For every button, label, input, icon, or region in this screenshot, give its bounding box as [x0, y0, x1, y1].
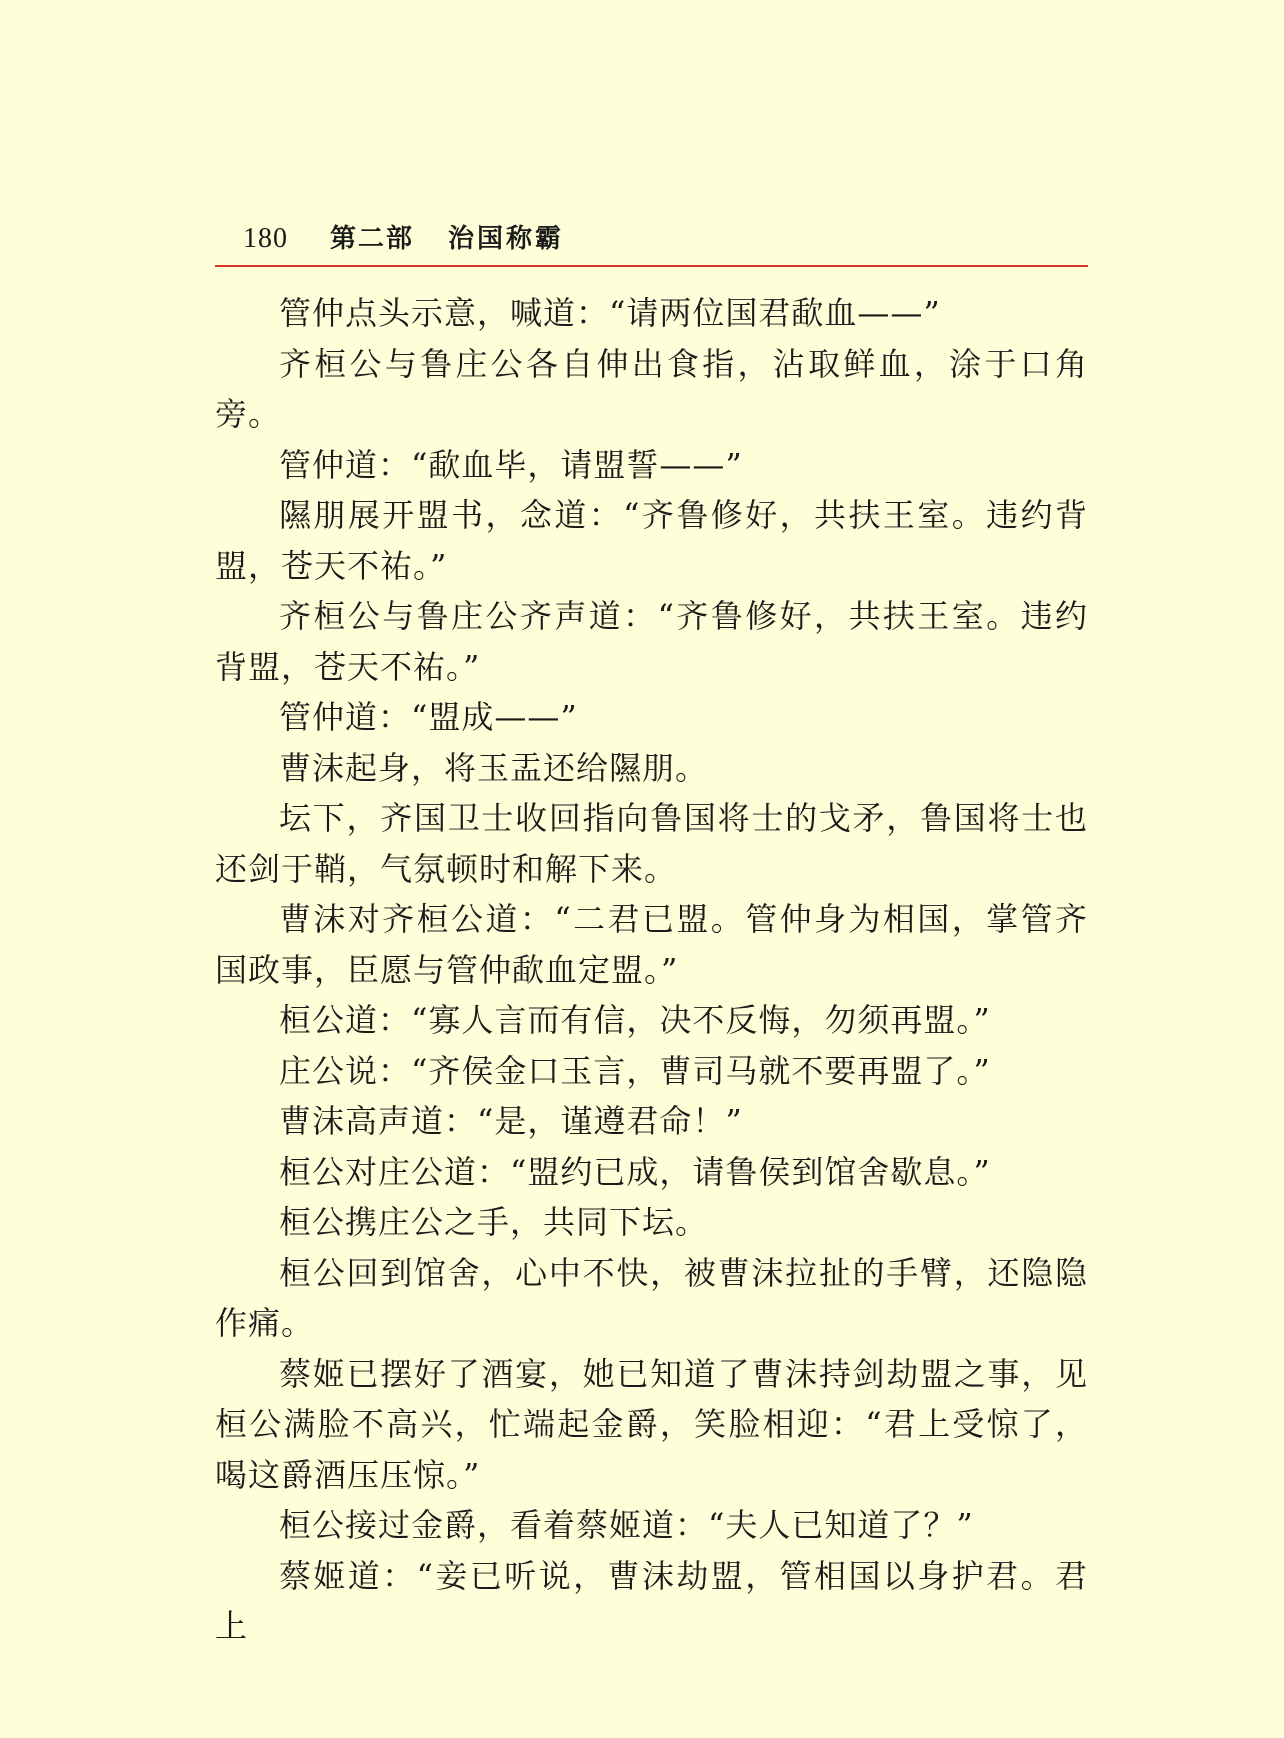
part-label: 第二部 [330, 224, 415, 254]
paragraph: 桓公携庄公之手，共同下坛。 [279, 1203, 709, 1241]
paragraph: 桓公道：“寡人言而有信，决不反悔，勿须再盟。” [279, 1001, 991, 1039]
paragraph: 坛下，齐国卫士收回指向鲁国将士的戈矛，鲁国将士也还剑于鞘，气氛顿时和解下来。 [215, 799, 1088, 888]
paragraph: 桓公对庄公道：“盟约已成，请鲁侯到馆舍歇息。” [279, 1152, 991, 1191]
paragraph: 齐桓公与鲁庄公各自伸出食指，沾取鲜血，涂于口角旁。 [215, 344, 1088, 433]
paragraph: 曹沫对齐桓公道：“二君已盟。管仲身为相国，掌管齐国政事，臣愿与管仲歃血定盟。” [215, 900, 1088, 989]
paragraph: 桓公回到馆舍，心中不快，被曹沫拉扯的手臂，还隐隐作痛。 [215, 1253, 1088, 1342]
paragraph: 曹沫起身，将玉盂还给隰朋。 [279, 748, 709, 787]
paragraph: 桓公接过金爵，看着蔡姬道：“夫人已知道了？” [279, 1506, 974, 1544]
paragraph: 齐桓公与鲁庄公齐声道：“齐鲁修好，共扶王室。违约背盟，苍天不祐。” [215, 597, 1088, 686]
paragraph: 管仲道：“盟成——” [279, 698, 578, 736]
body-text [215, 288, 1088, 1652]
paragraph: 曹沫高声道：“是，谨遵君命！” [279, 1102, 743, 1140]
paragraph: 管仲点头示意，喊道：“请两位国君歃血——” [279, 294, 941, 332]
paragraph: 管仲道：“歃血毕，请盟誓——” [279, 445, 743, 484]
running-head [243, 218, 564, 258]
paragraph: 隰朋展开盟书，念道：“齐鲁修好，共扶王室。违约背盟，苍天不祐。” [215, 496, 1088, 585]
header-rule [215, 265, 1088, 267]
paragraph: 庄公说：“齐侯金口玉言，曹司马就不要再盟了。” [279, 1051, 991, 1090]
paragraph: 蔡姬道：“妾已听说，曹沫劫盟，管相国以身护君。君上 [215, 1556, 1088, 1645]
part-title: 治国称霸 [448, 224, 565, 254]
page-number: 180 [243, 223, 288, 254]
paragraph: 蔡姬已摆好了酒宴，她已知道了曹沫持剑劫盟之事，见桓公满脸不高兴，忙端起金爵，笑脸相迎：“君上受惊了，喝这爵酒压压惊。” [215, 1354, 1088, 1494]
